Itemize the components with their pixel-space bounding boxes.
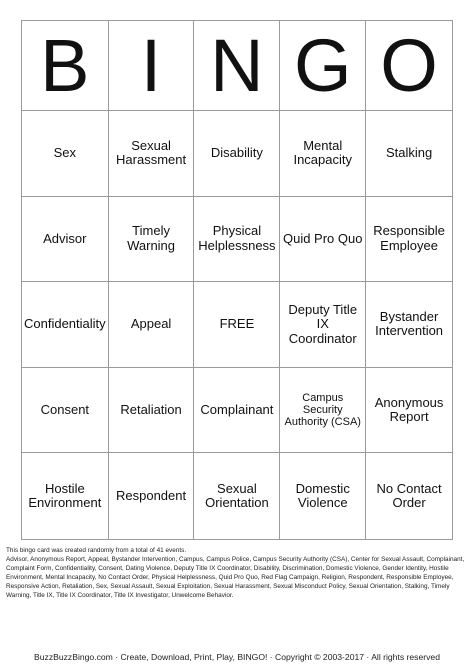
bingo-cell: Timely Warning	[109, 197, 195, 283]
free-space-cell: FREE	[194, 282, 280, 368]
bingo-cell: Deputy Title IX Coordinator	[280, 282, 366, 368]
bingo-cell: Sexual Harassment	[109, 111, 195, 197]
bingo-cell: Domestic Violence	[280, 453, 366, 539]
footer-copyright: BuzzBuzzBingo.com · Create, Download, Print, Play, BINGO! · Copyright © 2003-2017 · All rights reserved	[34, 652, 440, 662]
bingo-cell: Retaliation	[109, 368, 195, 454]
event-list-info	[6, 546, 468, 601]
bingo-cell: Confidentiality	[22, 282, 109, 368]
bingo-cell: Quid Pro Quo	[280, 197, 366, 283]
bingo-cell: Respondent	[109, 453, 195, 539]
bingo-cell: Physical Helplessness	[194, 197, 280, 283]
bingo-cell: Advisor	[22, 197, 109, 283]
bingo-cell: Complainant	[194, 368, 280, 454]
bingo-cell: Appeal	[109, 282, 195, 368]
header-letter-g: G	[280, 21, 366, 111]
header-letter-o: O	[366, 21, 452, 111]
info-intro: This bingo card was created randomly from a total of 41 events.	[6, 547, 187, 554]
bingo-cell: Consent	[22, 368, 109, 454]
bingo-cell: Bystander Intervention	[366, 282, 452, 368]
header-letter-i: I	[109, 21, 195, 111]
bingo-cell: Anonymous Report	[366, 368, 452, 454]
bingo-cell: Disability	[194, 111, 280, 197]
bingo-cell: No Contact Order	[376, 480, 442, 511]
bingo-cell: Sexual Orientation	[194, 453, 280, 539]
bingo-card	[21, 20, 453, 540]
bingo-cell: Hostile Environment	[22, 453, 109, 539]
bingo-cell: Stalking	[366, 111, 452, 197]
bingo-cell: Sex	[22, 111, 109, 197]
header-letter-b: B	[22, 21, 109, 111]
bingo-cell: Responsible Employee	[366, 197, 452, 283]
header-letter-n: N	[194, 21, 280, 111]
bingo-cell: Mental Incapacity	[280, 111, 366, 197]
info-events: Advisor, Anonymous Report, Appeal, Bystander Intervention, Campus, Campus Police, Campus Security Authority (CSA), Center for Sexual Assault, Complainant, Complaint Form, Confidentiality, Consent, Dating Violence, Deputy Title IX Coordinator, Disability, Discrimination, Domestic Violence, Gender Identity, Hostile Environment, Mental Incapacity, No Contact Order, Physical Helplessness, Quid Pro Quo, Red Flag Campaign, Religion, Respondent, Responsible Employee, Responsive Action, Retaliation, Sex, Sexual Assault, Sexual Exploitation, Sexual Harassment, Sexual Misconduct Policy, Sexual Orientation, Stalking, Timely Warning, Title IX, Title IX Coordinator, Title IX Investigator, Unwelcome Behavior.	[6, 556, 465, 600]
bingo-cell: Campus Security Authority (CSA)	[280, 368, 366, 454]
